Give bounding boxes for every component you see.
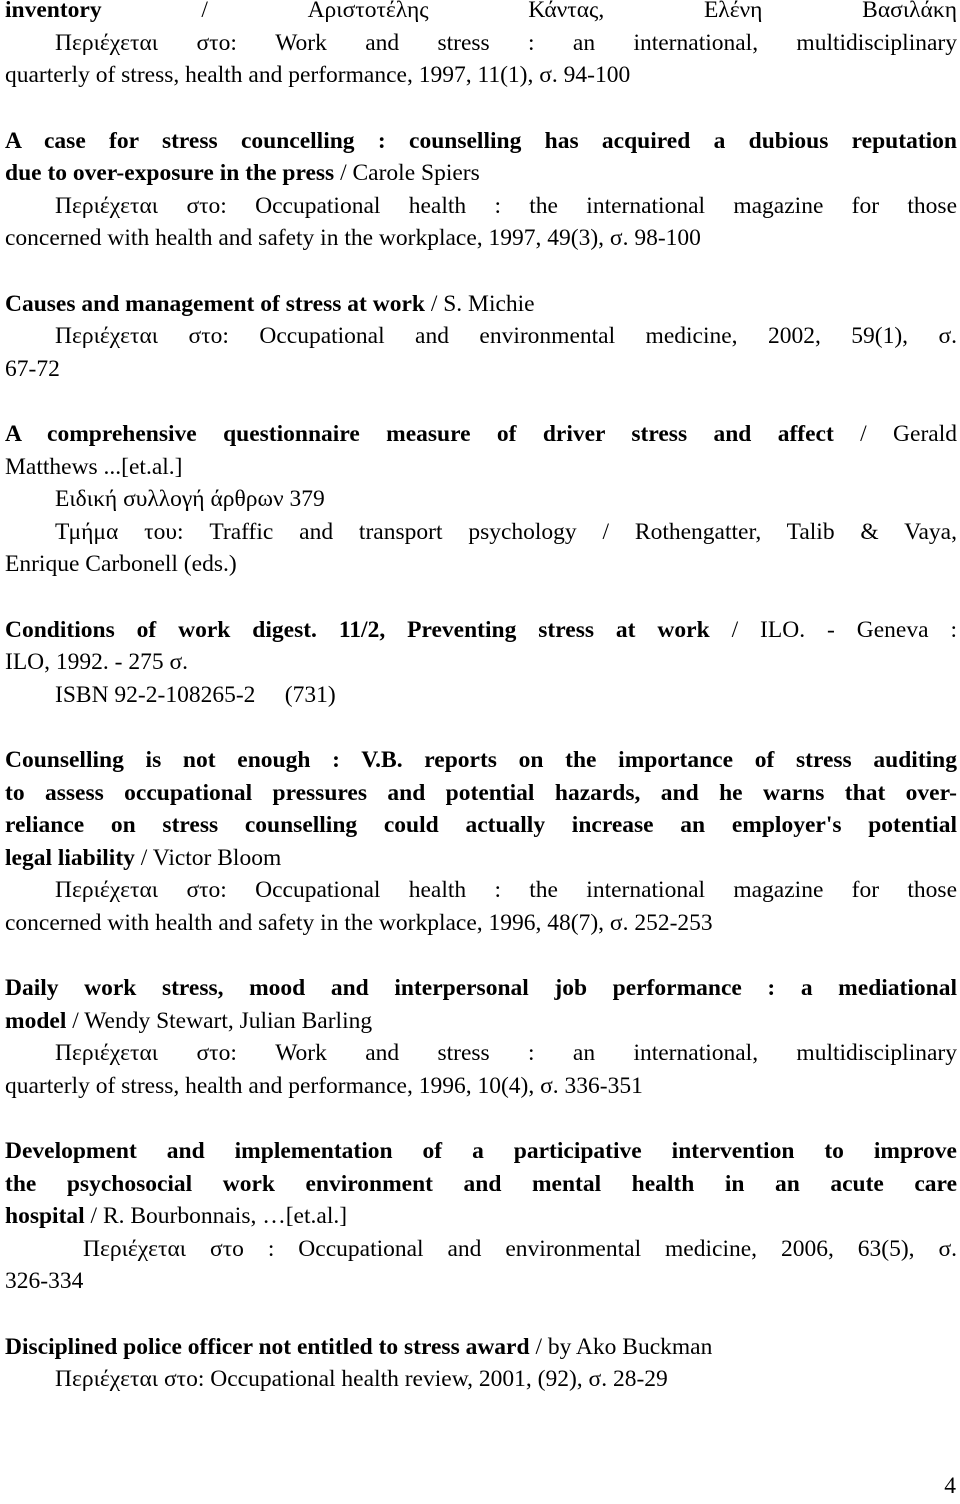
entry-line [5, 1168, 957, 1201]
entry-title: legal liability [5, 844, 135, 871]
entry-line [5, 418, 957, 451]
entry-line [5, 777, 957, 810]
bibliography-entry [5, 0, 957, 92]
entry-source-line: concerned with health and safety in the workplace, 1996, 48(7), σ. 252-253 [5, 909, 713, 936]
entry-source-line: Περιέχεται στο: Occupational health review, 2001, (92), σ. 28-29 [55, 1366, 668, 1392]
entry-title: reliance on stress counselling could actually increase an employer's potential [5, 812, 957, 838]
entry-line [5, 744, 957, 777]
entry-source-line: quarterly of stress, health and performance, 1997, 11(1), σ. 94-100 [5, 62, 631, 88]
bibliography-entry [5, 972, 957, 1102]
entry-source-line: Enrique Carbonell (eds.) [5, 551, 237, 577]
entry-source-line: quarterly of stress, health and performance, 1996, 10(4), σ. 336-351 [5, 1072, 643, 1099]
entry-line [5, 125, 957, 158]
entry-source-line: Περιέχεται στο: Occupational health : the international magazine for those [55, 877, 957, 903]
bibliography-entry [5, 125, 957, 255]
bibliography-entry [5, 744, 957, 939]
entry-source-line: 326-334 [5, 1268, 84, 1294]
entry-isbn-line: ISBN 92-2-108265-2 (731) [55, 681, 336, 708]
entry-title: A comprehensive questionnaire measure of driver stress and affect [5, 421, 834, 447]
entry-title: the psychosocial work environment and mental health in an acute care [5, 1170, 957, 1197]
bibliography-entry [5, 288, 957, 386]
entry-author: / Gerald [833, 421, 957, 447]
entry-title: inventory [5, 0, 102, 23]
entry-line [5, 1331, 957, 1364]
entry-title: Daily work stress, mood and interpersonal job performance : a mediational [5, 975, 957, 1001]
entry-title: to assess occupational pressures and potential hazards, and he warns that over- [5, 779, 957, 806]
entry-author: / Carole Spiers [334, 160, 480, 186]
entry-title: A case for stress councelling : counselling has acquired a dubious reputation [5, 127, 957, 154]
entry-author: / S. Michie [424, 290, 535, 317]
entry-line [5, 614, 957, 647]
entry-source-line: Περιέχεται στο: Work and stress : an international, multidisciplinary [55, 1040, 957, 1066]
entry-title: Conditions of work digest. 11/2, Preventing stress at work [5, 616, 710, 643]
entry-title: Counselling is not enough : V.B. reports on the importance of stress auditing [5, 747, 957, 773]
entry-author: / R. Bourbonnais, …[et.al.] [84, 1203, 348, 1229]
entry-line [5, 288, 957, 321]
entry-title: Development and implementation of a participative intervention to improve [5, 1138, 957, 1164]
entry-source-line: Περιέχεται στο: Work and stress : an international, multidisciplinary [55, 29, 957, 56]
entry-line [5, 972, 957, 1005]
document-page [5, 0, 957, 1429]
entry-source-line: concerned with health and safety in the workplace, 1997, 49(3), σ. 98-100 [5, 225, 701, 251]
entry-title: Disciplined police officer not entitled to stress award [5, 1333, 530, 1360]
entry-line [5, 1135, 957, 1168]
entry-line [5, 842, 957, 875]
entry-author: / Αριστοτέλης Κάντας, Ελένη Βασιλάκη [101, 0, 957, 23]
entry-source-line: Περιέχεται στο : Occupational and environmental medicine, 2006, 63(5), σ. [83, 1235, 957, 1262]
entry-title: hospital [5, 1203, 85, 1229]
entry-title: Causes and management of stress at work [5, 290, 425, 317]
entry-line: Matthews ...[et.al.] [5, 453, 183, 480]
bibliography-entry [5, 614, 957, 712]
bibliography-entry [5, 418, 957, 581]
entry-title: model [5, 1007, 67, 1034]
entry-line [5, 1005, 957, 1038]
entry-line [5, 809, 957, 842]
page-number: 4 [944, 1473, 956, 1499]
entry-line [5, 0, 957, 27]
entry-author: / ILO. - Geneva : [709, 616, 957, 643]
entry-author: / by Ako Buckman [529, 1333, 713, 1360]
entry-source-line: Τμήμα του: Traffic and transport psychology / Rothengatter, Talib & Vaya, [55, 518, 957, 545]
entry-note-line: Ειδική συλλογή άρθρων 379 [55, 486, 325, 512]
entry-author: / Victor Bloom [134, 844, 282, 871]
entry-source-line: Περιέχεται στο: Occupational and environmental medicine, 2002, 59(1), σ. [55, 323, 957, 349]
entry-title: due to over-exposure in the press [5, 160, 335, 186]
entry-source-line: 67-72 [5, 355, 60, 382]
entry-source-line: Περιέχεται στο: Occupational health : the international magazine for those [55, 192, 957, 219]
entry-author: / Wendy Stewart, Julian Barling [66, 1007, 373, 1034]
entry-line [5, 157, 957, 190]
bibliography-entry [5, 1135, 957, 1298]
entry-line: ILO, 1992. - 275 σ. [5, 649, 189, 675]
bibliography-entry [5, 1331, 957, 1396]
entry-line [5, 1200, 957, 1233]
